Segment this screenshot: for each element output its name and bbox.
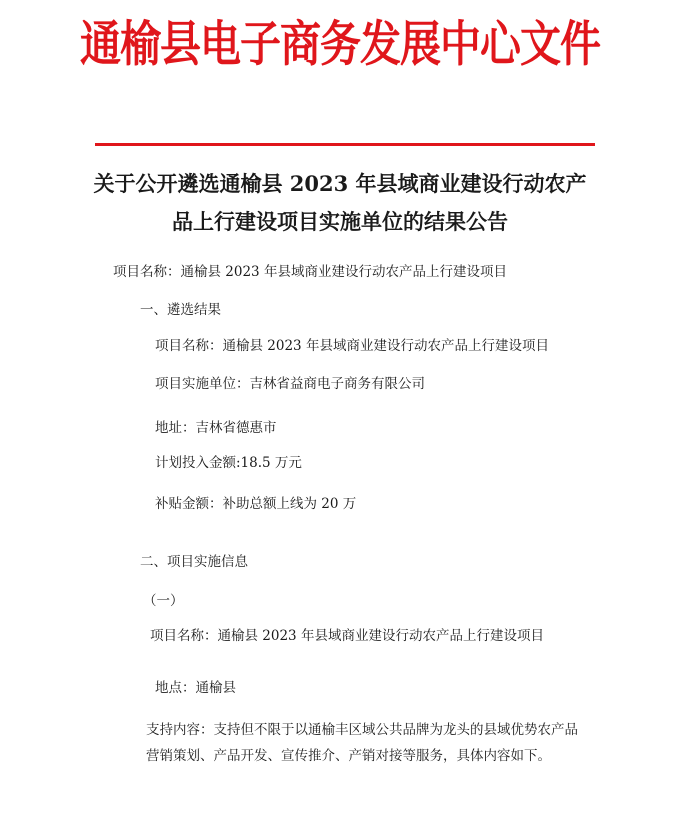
red-divider	[95, 143, 595, 146]
intro-project-name: 项目名称：通榆县 2023 年县域商业建设行动农产品上行建设项目	[113, 264, 507, 280]
info-support-line-2: 营销策划、产品开发、宣传推介、产销对接等服务，具体内容如下。	[146, 748, 551, 764]
result-investment: 计划投入金额:18.5 万元	[155, 455, 302, 471]
document-masthead: 通榆县电子商务发展中心文件	[80, 15, 600, 73]
result-project-name: 项目名称：通榆县 2023 年县域商业建设行动农产品上行建设项目	[155, 338, 549, 354]
result-implementer: 项目实施单位：吉林省益商电子商务有限公司	[155, 376, 425, 392]
announcement-title-line-2: 品上行建设项目实施单位的结果公告	[172, 209, 508, 234]
info-location: 地点：通榆县	[155, 680, 236, 696]
section-1-heading: 一、遴选结果	[140, 302, 221, 318]
info-support-line-1: 支持内容：支持但不限于以通榆丰区域公共品牌为龙头的县域优势农产品	[146, 722, 578, 738]
info-project-name: 项目名称：通榆县 2023 年县域商业建设行动农产品上行建设项目	[150, 628, 544, 644]
result-address: 地址：吉林省德惠市	[155, 420, 277, 436]
subsection-marker: （一）	[143, 593, 184, 609]
announcement-title-line-1: 关于公开遴选通榆县 2023 年县域商业建设行动农产	[93, 171, 587, 196]
result-subsidy: 补贴金额：补助总额上线为 20 万	[155, 496, 357, 512]
section-2-heading: 二、项目实施信息	[140, 554, 248, 570]
